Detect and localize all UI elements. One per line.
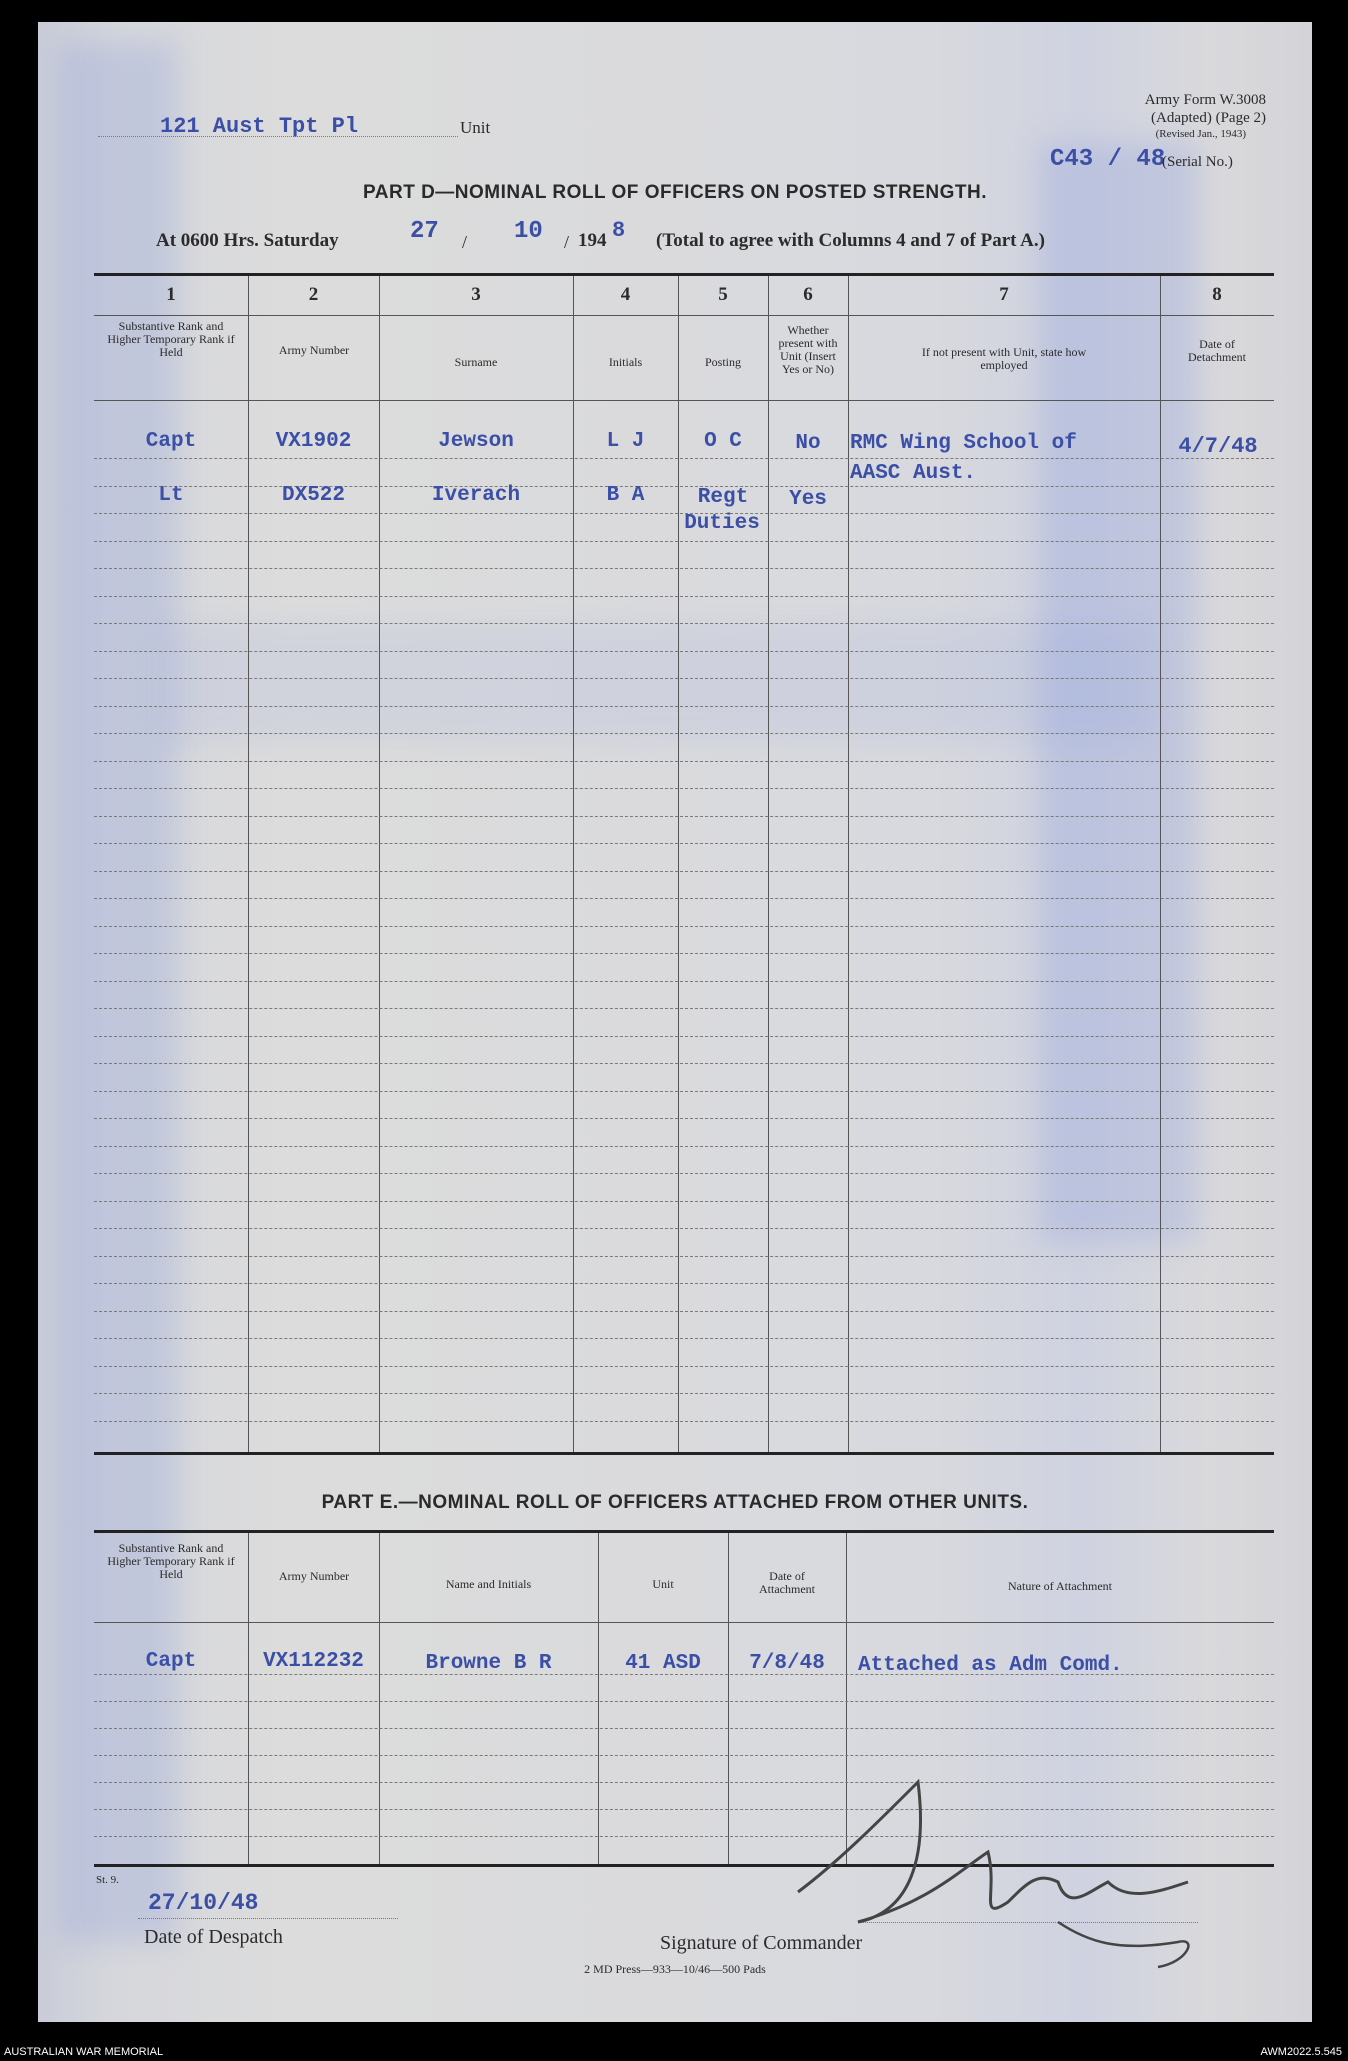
collection-left: AUSTRALIAN WAR MEMORIAL [4,2046,164,2058]
form-name: Army Form W.3008 [1144,92,1266,108]
row-1-detachment-date: 4/7/48 [1178,434,1258,459]
ruled-line [94,706,1274,707]
row-1-rank: Capt [145,430,197,453]
ruled-line [94,843,1274,844]
col-num: 6 [803,284,813,305]
ruled-line [94,1201,1274,1202]
col-num: 2 [308,284,319,305]
ruled-line [94,1118,1274,1119]
e-row-1-name: Browne B R [425,1652,552,1675]
col-divider [728,1533,729,1864]
ruled-line [94,1036,1274,1037]
row-1-employed-line-2: AASC Aust. [850,462,977,485]
e-row-1-date: 7/8/48 [749,1652,825,1675]
part-e-top-rule [94,1530,1274,1533]
col-header-posting: Posting [704,355,741,369]
e-col-header-name: Name and Initials [445,1577,532,1591]
row-2-posting-line-1: Regt [697,486,749,509]
col-header-army-number: Army Number [278,343,350,357]
row-1-number: VX1902 [275,430,352,453]
e-col-header-nature: Nature of Attachment [1008,1579,1112,1593]
ruled-line [94,1256,1274,1257]
col-header-present: Whether present with Unit (Insert Yes or No) [778,323,838,376]
ruled-line [94,1091,1274,1092]
row-1-employed-line-1: RMC Wing School of [850,432,1077,455]
ruled-line [94,1421,1274,1422]
e-col-header-army-number: Army Number [278,1569,350,1583]
serial-value: C43 / 48 [1050,146,1166,173]
header-rule [94,400,1274,401]
col-header-rank: Substantive Rank and Higher Temporary Rank if Held [107,319,235,359]
row-1-present: No [795,432,821,455]
form-adapted: (Adapted) (Page 2) [1151,110,1266,126]
e-col-header-unit: Unit [652,1577,674,1591]
col-header-detachment: Date of Detachment [1188,337,1246,364]
ruled-line [94,761,1274,762]
row-2-surname: Iverach [431,484,521,507]
ruled-line [94,1008,1274,1009]
despatch-date: 27/10/48 [148,1890,259,1916]
ruled-line [94,1063,1274,1064]
st-mark: St. 9. [96,1874,119,1886]
col-divider [1160,276,1161,1452]
e-col-header-date: Date of Attachment [759,1569,815,1596]
collection-bar [0,2022,1348,2061]
signature-label: Signature of Commander [660,1932,863,1954]
col-divider [248,1533,249,1864]
ruled-line [94,1173,1274,1174]
despatch-label: Date of Despatch [144,1926,283,1948]
ruled-line [94,1701,1274,1702]
unit-value: 121 Aust Tpt Pl [160,114,359,139]
ruled-line [94,678,1274,679]
serial-label: (Serial No.) [1162,154,1233,170]
e-row-1-unit: 41 ASD [625,1652,701,1675]
date-slash-2: / [564,232,570,252]
col-num-rule [94,315,1274,316]
ruled-line [94,816,1274,817]
unit-label: Unit [460,118,491,137]
print-note: 2 MD Press—933—10/46—500 Pads [584,1962,766,1976]
form-page [38,22,1312,2022]
ruled-line [94,788,1274,789]
col-divider [848,276,849,1452]
ruled-line [94,1228,1274,1229]
part-e-header-rule [94,1622,1274,1623]
ruled-line [94,1366,1274,1367]
col-header-surname: Surname [454,355,498,369]
despatch-line [138,1918,398,1919]
e-row-1-nature: Attached as Adm Comd. [858,1654,1123,1677]
row-2-present: Yes [789,488,827,511]
year-prefix: 194 [578,230,607,251]
row-2-posting-line-2: Duties [684,512,760,535]
form-revised: (Revised Jan., 1943) [1155,128,1246,140]
col-header-initials: Initials [608,355,643,369]
part-d-title: PART D—NOMINAL ROLL OF OFFICERS ON POSTED STRENGTH. [362,182,987,203]
row-1-posting: O C [704,430,742,453]
row-2-number: DX522 [281,484,345,507]
collection-right: AWM2022.5.545 [1260,2046,1342,2058]
ruled-line [94,623,1274,624]
e-row-1-rank: Capt [145,1650,197,1673]
total-note: (Total to agree with Columns 4 and 7 of Part A.) [656,230,1045,251]
ruled-line [94,953,1274,954]
e-row-1-number: VX112232 [263,1650,364,1673]
day-value: 27 [410,218,439,245]
ruled-line [94,458,1274,459]
col-num: 4 [620,284,631,305]
ruled-line [94,1728,1274,1729]
ruled-line [94,568,1274,569]
ruled-line [94,1283,1274,1284]
ruled-line [94,871,1274,872]
col-num: 1 [166,284,176,305]
ruled-line [94,733,1274,734]
col-header-employed: If not present with Unit, state how employed [921,345,1087,372]
row-2-initials: B A [606,484,645,507]
row-2-rank: Lt [158,484,184,507]
ruled-line [94,541,1274,542]
ruled-line [94,898,1274,899]
part-d-top-rule [94,273,1274,276]
carbon-streak [158,622,1158,742]
ruled-line [94,651,1274,652]
ruled-line [94,981,1274,982]
ruled-line [94,1393,1274,1394]
col-num: 3 [471,284,481,305]
ruled-line [94,1146,1274,1147]
month-value: 10 [514,218,543,245]
col-num: 8 [1212,284,1222,305]
col-num: 5 [718,284,728,305]
ruled-line [94,1338,1274,1339]
year-digit: 8 [612,218,626,243]
date-slash-1: / [462,232,468,252]
e-col-header-rank: Substantive Rank and Higher Temporary Rank if Held [107,1541,235,1581]
part-d-bottom-rule [94,1452,1274,1455]
col-num: 7 [999,284,1009,305]
row-1-surname: Jewson [438,430,514,453]
row-1-initials: L J [606,430,645,453]
part-e-title: PART E.—NOMINAL ROLL OF OFFICERS ATTACHED FROM OTHER UNITS. [321,1492,1029,1513]
ruled-line [94,926,1274,927]
ruled-line [94,1311,1274,1312]
ruled-line [94,596,1274,597]
at-prefix: At 0600 Hrs. Saturday [156,230,339,251]
